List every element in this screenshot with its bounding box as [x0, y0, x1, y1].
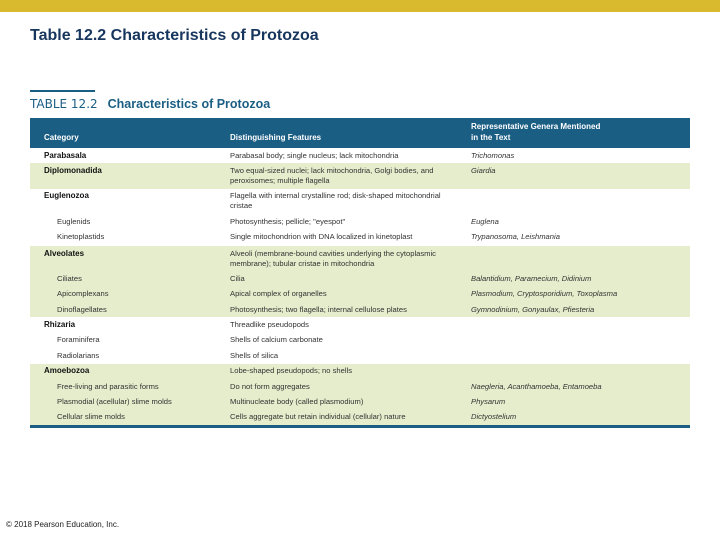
header-genera-2: in the Text	[471, 133, 511, 142]
table-row	[30, 394, 690, 409]
table-row	[30, 271, 690, 286]
category-cell: Cellular slime molds	[57, 412, 125, 422]
table-row	[30, 214, 690, 229]
table-body	[30, 148, 690, 425]
caption-rule	[30, 90, 95, 92]
category-group	[30, 364, 690, 426]
table-caption	[30, 97, 270, 111]
genera-cell: Gymnodinium, Gonyaulax, Pfiesteria	[471, 304, 595, 314]
category-group	[30, 189, 690, 246]
category-cell: Radiolarians	[57, 350, 100, 360]
table-header	[30, 118, 690, 148]
protozoa-table	[30, 118, 690, 428]
table-bottom-rule	[30, 425, 690, 428]
category-cell: Dinoflagellates	[57, 304, 107, 314]
table-row	[30, 302, 690, 317]
table-row	[30, 410, 690, 425]
table-row	[30, 189, 690, 214]
table-row	[30, 348, 690, 363]
category-cell: Parabasala	[44, 150, 87, 160]
table-number: TABLE 12.2	[30, 97, 98, 111]
features-cell: Flagella with internal crystalline rod; disk-shaped mitochondrial cristae	[230, 191, 441, 211]
genera-cell: Balantidium, Paramecium, Didinium	[471, 273, 592, 283]
features-cell: Lobe-shaped pseudopods; no shells	[230, 366, 353, 376]
table-row	[30, 317, 690, 332]
slide-title: Table 12.2 Characteristics of Protozoa	[30, 27, 319, 44]
features-cell: Alveoli (membrane-bound cavities underlying the cytoplasmic membrane); tubular cristae in mitochondria	[230, 248, 436, 268]
category-group	[30, 317, 690, 363]
category-cell: Euglenozoa	[44, 191, 89, 201]
header-category: Category	[44, 133, 79, 142]
table-row	[30, 230, 690, 245]
features-cell: Multinucleate body (called plasmodium)	[230, 396, 364, 406]
category-cell: Ciliates	[57, 273, 82, 283]
copyright-footer: © 2018 Pearson Education, Inc.	[6, 520, 120, 529]
features-cell: Parabasal body; single nucleus; lack mitochondria	[230, 150, 399, 160]
features-cell: Cells aggregate but retain individual (cellular) nature	[230, 412, 406, 422]
category-cell: Free-living and parasitic forms	[57, 381, 159, 391]
genera-cell: Naegleria, Acanthamoeba, Entamoeba	[471, 381, 602, 391]
genera-cell: Dictyostelium	[471, 412, 517, 422]
features-cell: Do not form aggregates	[230, 381, 310, 391]
category-cell: Plasmodial (acellular) slime molds	[57, 396, 172, 406]
genera-cell: Plasmodium, Cryptosporidium, Toxoplasma	[471, 289, 618, 299]
genera-cell: Trypanosoma, Leishmania	[471, 232, 560, 242]
genera-cell: Giardia	[471, 166, 496, 176]
table-row	[30, 246, 690, 271]
features-cell: Shells of silica	[230, 350, 279, 360]
category-cell: Euglenids	[57, 216, 91, 226]
genera-cell: Euglena	[471, 216, 499, 226]
category-group	[30, 163, 690, 188]
category-cell: Diplomonadida	[44, 166, 102, 176]
table-row	[30, 333, 690, 348]
features-cell: Cilia	[230, 273, 245, 283]
table-caption-text: Characteristics of Protozoa	[107, 97, 271, 111]
table-row	[30, 163, 690, 188]
category-cell: Kinetoplastids	[57, 232, 105, 242]
features-cell: Shells of calcium carbonate	[230, 335, 323, 345]
category-cell: Amoebozoa	[44, 366, 90, 376]
category-cell: Foraminifera	[57, 335, 100, 345]
table-row	[30, 287, 690, 302]
category-group	[30, 148, 690, 163]
table-row	[30, 148, 690, 163]
category-cell: Alveolates	[44, 248, 85, 258]
header-features: Distinguishing Features	[230, 133, 322, 142]
features-cell: Threadlike pseudopods	[230, 320, 309, 330]
features-cell: Two equal-sized nuclei; lack mitochondria, Golgi bodies, and peroxisomes; multiple flagella	[230, 166, 434, 186]
top-accent-bar	[0, 0, 720, 12]
table-row	[30, 364, 690, 379]
genera-cell: Physarum	[471, 396, 506, 406]
features-cell: Photosynthesis; pellicle; "eyespot"	[230, 216, 346, 226]
table-row	[30, 379, 690, 394]
header-genera: Representative Genera Mentioned	[471, 122, 601, 131]
category-cell: Rhizaria	[44, 320, 76, 330]
genera-cell: Trichomonas	[471, 150, 515, 160]
features-cell: Single mitochondrion with DNA localized in kinetoplast	[230, 232, 413, 242]
category-cell: Apicomplexans	[57, 289, 109, 299]
features-cell: Apical complex of organelles	[230, 289, 327, 299]
features-cell: Photosynthesis; two flagella; internal cellulose plates	[230, 304, 407, 314]
category-group	[30, 246, 690, 318]
